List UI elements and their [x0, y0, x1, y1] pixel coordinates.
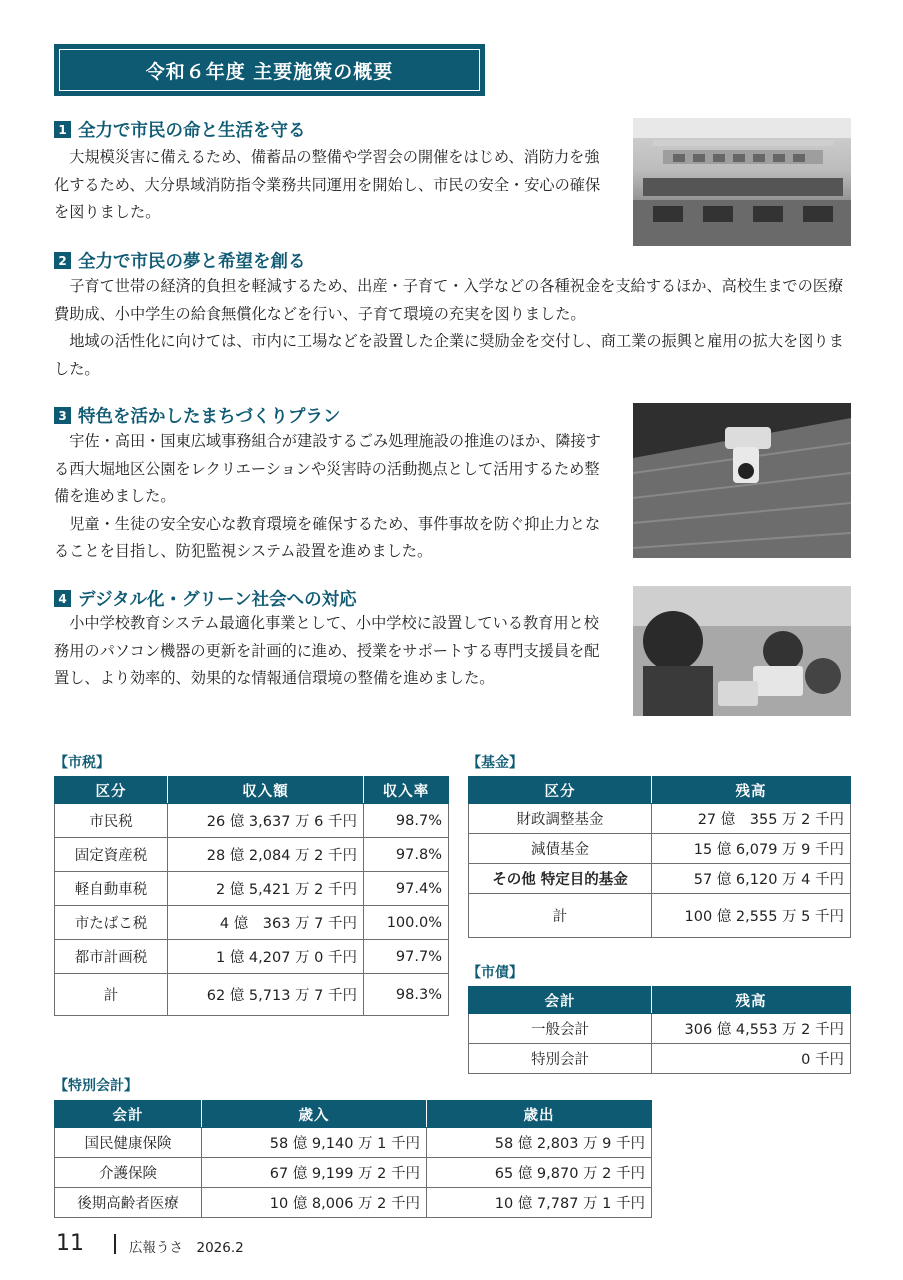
- table-cell: 10 億 8,006 万 2 千円: [202, 1188, 427, 1218]
- table-cell: 0 千円: [652, 1044, 851, 1074]
- table-total-row: [469, 894, 851, 938]
- footer-divider: [114, 1234, 116, 1254]
- table-cell: 26 億 3,637 万 6 千円: [168, 804, 364, 838]
- table-kikin: [468, 776, 851, 938]
- table-cell: 97.8%: [364, 838, 449, 872]
- table-header-cell: 収入額: [168, 777, 364, 804]
- table-header-cell: 会計: [55, 1101, 202, 1128]
- page-number: 11: [56, 1231, 84, 1256]
- section-1-body: [54, 144, 610, 227]
- table-cell: 4 億 363 万 7 千円: [168, 906, 364, 940]
- section-2-heading: [54, 248, 306, 273]
- table-cell: 306 億 4,553 万 2 千円: [652, 1014, 851, 1044]
- table-shizei: [54, 776, 449, 1016]
- section-4-paragraph: 小中学校教育システム最適化事業として、小中学校に設置している教育用と校務用のパソコン機器の更新を計画的に進め、授業をサポートする専門支援員を配置し、より効率的、効果的な情報通信環境の整備を進めました。: [54, 614, 600, 687]
- table-header-cell: 残高: [652, 777, 851, 804]
- table-cell: 98.3%: [364, 974, 449, 1016]
- table-row: [55, 1188, 652, 1218]
- table-shisai: [468, 986, 851, 1074]
- table-tokubetsu-label: 【特別会計】: [54, 1078, 138, 1094]
- table-row: [469, 834, 851, 864]
- section-2-paragraph-1: 子育て世帯の経済的負担を軽減するため、出産・子育て・入学などの各種祝金を支給するほか、高校生までの医療費助成、小中学生の給食無償化などを行い、子育て環境の充実を図りました。: [54, 277, 844, 323]
- section-2-number: 2: [54, 252, 71, 269]
- table-cell: 軽自動車税: [55, 872, 168, 906]
- security-camera-photo-art: [633, 403, 851, 558]
- page-header-box: [54, 44, 485, 96]
- table-cell: 後期高齢者医療: [55, 1188, 202, 1218]
- table-cell: 一般会計: [469, 1014, 652, 1044]
- table-row: [55, 1128, 652, 1158]
- table-header-cell: 区分: [55, 777, 168, 804]
- section-2-body: [54, 273, 851, 383]
- table-row: [55, 872, 449, 906]
- page-header-inner: [59, 49, 480, 91]
- table-cell: 62 億 5,713 万 7 千円: [168, 974, 364, 1016]
- table-shisai-label: 【市債】: [467, 965, 523, 981]
- section-4-heading: [54, 586, 357, 611]
- table-row: [55, 906, 449, 940]
- table-header-cell: 会計: [469, 987, 652, 1014]
- table-header-row: [55, 777, 449, 804]
- table-cell: 27 億 355 万 2 千円: [652, 804, 851, 834]
- section-3-paragraph-2: 児童・生徒の安全安心な教育環境を確保するため、事件事故を防ぐ抑止力となることを目指し、防犯監視システム設置を進めました。: [54, 514, 601, 560]
- table-cell: 100.0%: [364, 906, 449, 940]
- table-shizei-label: 【市税】: [54, 755, 110, 771]
- section-1-heading: [54, 117, 306, 142]
- table-cell: 減債基金: [469, 834, 652, 864]
- table-cell: 65 億 9,870 万 2 千円: [427, 1158, 652, 1188]
- table-cell: 28 億 2,084 万 2 千円: [168, 838, 364, 872]
- table-cell: 計: [55, 974, 168, 1016]
- table-row: [469, 1044, 851, 1074]
- table-row: [469, 1014, 851, 1044]
- table-header-cell: 歳出: [427, 1101, 652, 1128]
- table-row: [469, 864, 851, 894]
- security-camera-photo: [633, 403, 851, 558]
- table-cell: 97.7%: [364, 940, 449, 974]
- table-cell: 1 億 4,207 万 0 千円: [168, 940, 364, 974]
- page-title: 令和６年度 主要施策の概要: [145, 60, 394, 83]
- table-header-cell: 収入率: [364, 777, 449, 804]
- table-header-row: [469, 777, 851, 804]
- section-3-number: 3: [54, 407, 71, 424]
- control-room-photo-art: [633, 118, 851, 246]
- table-cell: 市民税: [55, 804, 168, 838]
- table-cell: 財政調整基金: [469, 804, 652, 834]
- table-header-cell: 残高: [652, 987, 851, 1014]
- control-room-photo: [633, 118, 851, 246]
- table-cell: 10 億 7,787 万 1 千円: [427, 1188, 652, 1218]
- table-cell: 97.4%: [364, 872, 449, 906]
- table-cell: 特別会計: [469, 1044, 652, 1074]
- table-cell: 58 億 2,803 万 9 千円: [427, 1128, 652, 1158]
- table-kikin-label: 【基金】: [467, 755, 523, 771]
- section-2-paragraph-2: 地域の活性化に向けては、市内に工場などを設置した企業に奨励金を交付し、商工業の振興と雇用の拡大を図りました。: [54, 332, 844, 378]
- table-header-row: [55, 1101, 652, 1128]
- section-4-number: 4: [54, 590, 71, 607]
- section-4-title: デジタル化・グリーン社会への対応: [78, 590, 357, 610]
- classroom-tablet-photo: [633, 586, 851, 716]
- table-row: [55, 804, 449, 838]
- table-row: [55, 1158, 652, 1188]
- table-total-row: [55, 974, 449, 1016]
- table-cell: 67 億 9,199 万 2 千円: [202, 1158, 427, 1188]
- table-cell: その他 特定目的基金: [469, 864, 652, 894]
- section-4-body: [54, 610, 610, 693]
- table-header-cell: 歳入: [202, 1101, 427, 1128]
- table-cell: 57 億 6,120 万 4 千円: [652, 864, 851, 894]
- section-1-number: 1: [54, 121, 71, 138]
- section-3-title: 特色を活かしたまちづくりプラン: [78, 407, 341, 427]
- table-cell: 100 億 2,555 万 5 千円: [652, 894, 851, 938]
- table-row: [469, 804, 851, 834]
- table-cell: 15 億 6,079 万 9 千円: [652, 834, 851, 864]
- table-header-row: [469, 987, 851, 1014]
- table-cell: 98.7%: [364, 804, 449, 838]
- section-3-heading: [54, 403, 340, 428]
- table-header-cell: 区分: [469, 777, 652, 804]
- section-1-title: 全力で市民の命と生活を守る: [78, 121, 306, 141]
- table-cell: 固定資産税: [55, 838, 168, 872]
- table-cell: 国民健康保険: [55, 1128, 202, 1158]
- table-row: [55, 940, 449, 974]
- classroom-tablet-photo-art: [633, 586, 851, 716]
- table-row: [55, 838, 449, 872]
- table-tokubetsu: [54, 1100, 652, 1218]
- publication-name: 広報うさ 2026.2: [129, 1240, 244, 1256]
- table-cell: 市たばこ税: [55, 906, 168, 940]
- section-3-paragraph-1: 宇佐・高田・国東広域事務組合が建設するごみ処理施設の推進のほか、隣接する西大堀地区公園をレクリエーションや災害時の活動拠点として活用するため整備を進めました。: [54, 432, 601, 505]
- table-cell: 58 億 9,140 万 1 千円: [202, 1128, 427, 1158]
- table-cell: 介護保険: [55, 1158, 202, 1188]
- section-2-title: 全力で市民の夢と希望を創る: [78, 252, 306, 272]
- table-cell: 都市計画税: [55, 940, 168, 974]
- table-cell: 計: [469, 894, 652, 938]
- table-cell: 2 億 5,421 万 2 千円: [168, 872, 364, 906]
- section-1-paragraph: 大規模災害に備えるため、備蓄品の整備や学習会の開催をはじめ、消防力を強化するため、大分県域消防指令業務共同運用を開始し、市民の安全・安心の確保を図りました。: [54, 148, 601, 221]
- section-3-body: [54, 428, 610, 566]
